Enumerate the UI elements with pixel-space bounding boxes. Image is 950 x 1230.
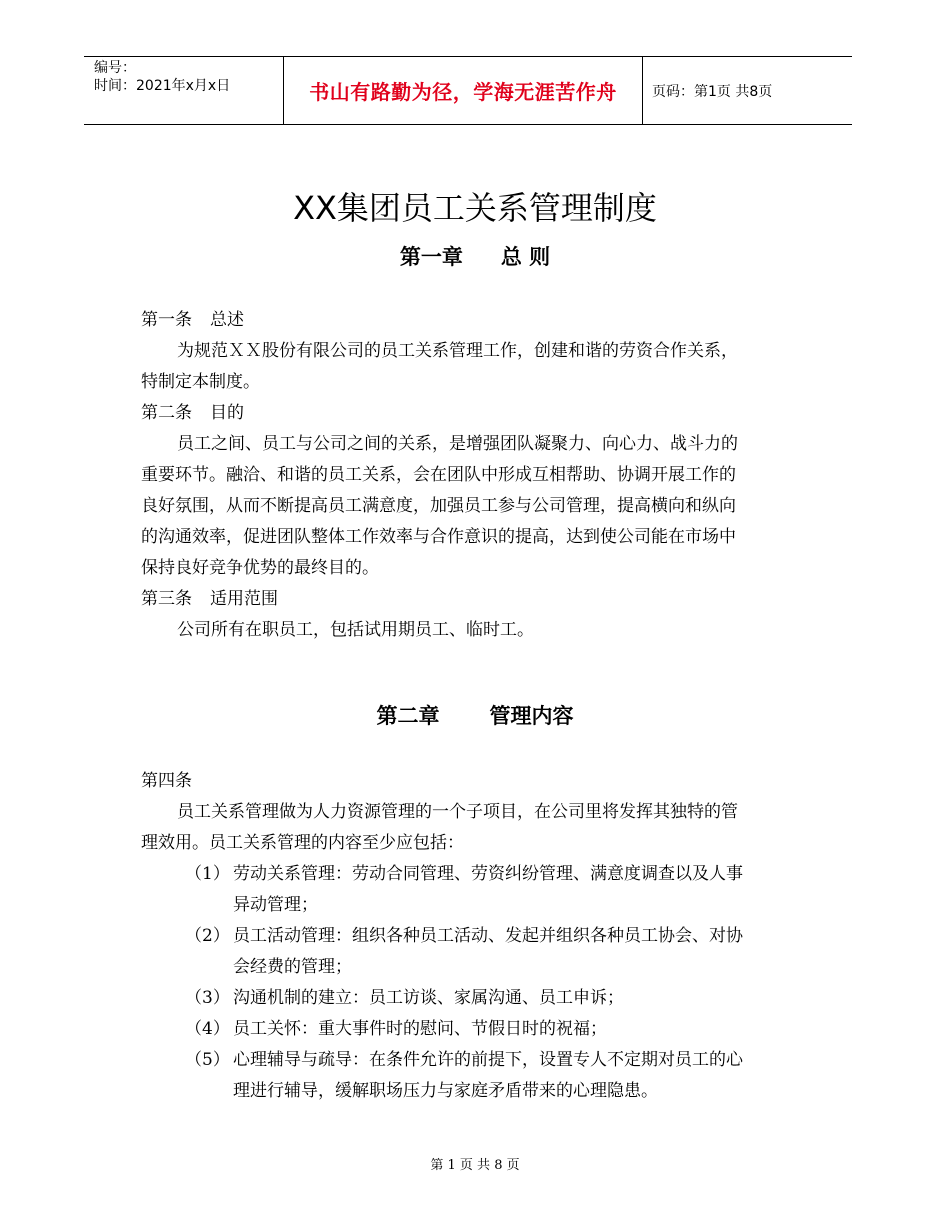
list-item: （5） 心理辅导与疏导：在条件允许的前提下，设置专人不定期对员工的心 理进行辅导，缓解职场压力与家庭矛盾带来的心理隐患。	[185, 1050, 743, 1101]
paragraph-line: 特制定本制度。	[141, 372, 260, 392]
header-page-cell	[643, 57, 852, 124]
paragraph-line: 理效用。员工关系管理的内容至少应包括：	[141, 833, 464, 853]
article-1-heading: 第一条 总述	[141, 310, 244, 330]
chapter-1-heading	[0, 241, 950, 271]
number-label: 编号：	[94, 60, 136, 76]
chapter-2-heading	[0, 700, 950, 730]
list-item: （4） 员工关怀：重大事件时的慰问、节假日时的祝福；	[185, 1019, 607, 1039]
paragraph-line: 员工之间、员工与公司之间的关系，是增强团队凝聚力、向心力、战斗力的	[177, 434, 738, 454]
date-label: 时间：2021年x月x日	[94, 78, 231, 94]
document-title: XX集团员工关系管理制度	[293, 189, 657, 227]
chapter-2-number: 第二章	[376, 704, 440, 728]
header-meta-cell	[84, 57, 284, 124]
paragraph-line: 公司所有在职员工，包括试用期员工、临时工。	[177, 620, 534, 640]
list-item: （3） 沟通机制的建立：员工访谈、家属沟通、员工申诉；	[185, 988, 624, 1008]
chapter-1-number: 第一章	[399, 245, 463, 269]
paragraph-line: 的沟通效率，促进团队整体工作效率与合作意识的提高，达到使公司能在市场中	[141, 527, 736, 547]
paragraph-line: 保持良好竞争优势的最终目的。	[141, 558, 379, 578]
page-info: 页码：第1页 共8页	[652, 83, 773, 100]
article-4-heading: 第四条	[141, 771, 192, 791]
paragraph-line: 为规范ＸＸ股份有限公司的员工关系管理工作，创建和谐的劳资合作关系，	[177, 341, 738, 361]
article-2-heading: 第二条 目的	[141, 403, 244, 423]
article-3-heading: 第三条 适用范围	[141, 589, 278, 609]
list-item: （2） 员工活动管理：组织各种员工活动、发起并组织各种员工协会、对协 会经费的管理；	[185, 926, 743, 977]
chapter-2-name: 管理内容	[489, 704, 574, 728]
header-motto-cell	[284, 57, 643, 124]
paragraph-line: 良好氛围，从而不断提高员工满意度，加强员工参与公司管理，提高横向和纵向	[141, 496, 736, 516]
chapter-1-name: 总 则	[500, 245, 551, 269]
chapter-2-body	[141, 766, 811, 1107]
chapter-1-body	[141, 305, 811, 646]
header-table	[84, 56, 852, 125]
page-footer: 第 1 页 共 8 页	[430, 1158, 520, 1173]
motto: 书山有路勤为径，学海无涯苦作舟	[309, 80, 617, 104]
list-item: （1） 劳动关系管理：劳动合同管理、劳资纠纷管理、满意度调查以及人事 异动管理；	[185, 864, 743, 915]
paragraph-line: 重要环节。融洽、和谐的员工关系，会在团队中形成互相帮助、协调开展工作的	[141, 465, 736, 485]
paragraph-line: 员工关系管理做为人力资源管理的一个子项目，在公司里将发挥其独特的管	[177, 802, 738, 822]
